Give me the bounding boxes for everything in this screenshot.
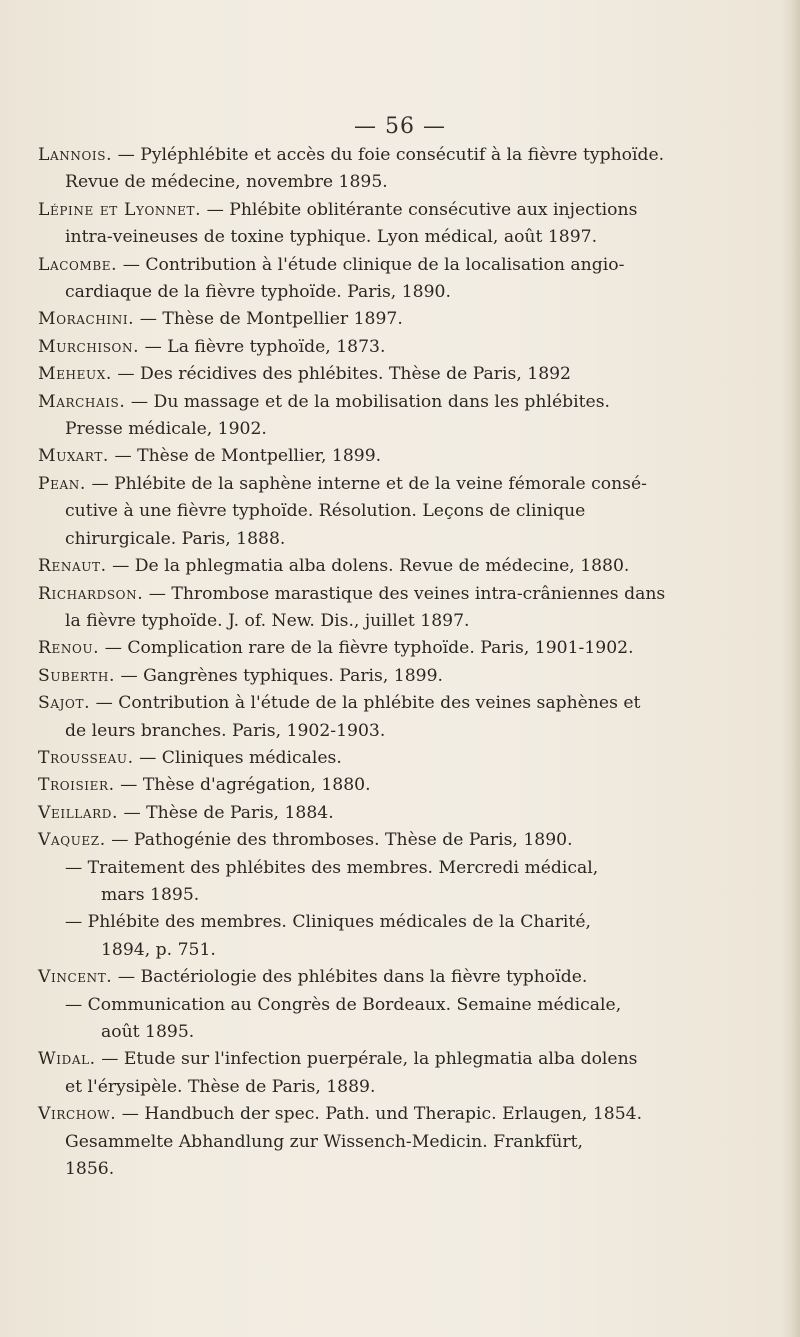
entry-line <box>38 389 778 416</box>
bibliography-entry <box>38 827 778 854</box>
entry-text: — Thèse de Paris, 1884. <box>123 802 334 823</box>
entry-author: Lacombe. <box>38 254 118 275</box>
entry-text: — Des récidives des phlébites. Thèse de Paris, 1892 <box>117 364 571 385</box>
entry-line <box>38 252 778 279</box>
entry-author: Renou. <box>38 638 100 659</box>
entry-line <box>38 1074 778 1101</box>
entry-line <box>38 498 778 525</box>
entry-author: Muxart. <box>38 446 109 467</box>
entry-author: Meheux. <box>38 364 112 385</box>
bibliography-entry <box>38 581 778 636</box>
entry-text: chirurgicale. Paris, 1888. <box>65 528 286 549</box>
entry-line <box>38 608 778 635</box>
entry-line <box>38 553 778 580</box>
bibliography-entry <box>38 443 778 470</box>
entry-line <box>38 1129 778 1156</box>
entry-text: Presse médicale, 1902. <box>65 419 267 440</box>
entry-author: Renaut. <box>38 556 107 577</box>
entry-text: Revue de médecine, novembre 1895. <box>65 172 388 193</box>
entry-line <box>38 279 778 306</box>
bibliography-entry <box>38 142 778 197</box>
entry-line <box>38 718 778 745</box>
entry-text: — Phlébite oblitérante consécutive aux injections <box>206 199 638 220</box>
entry-line <box>38 992 778 1019</box>
entry-text: — Complication rare de la fièvre typhoïde. Paris, 1901-1902. <box>104 638 634 659</box>
bibliography-entry <box>38 855 778 910</box>
entry-line <box>38 745 778 772</box>
entry-line <box>38 635 778 662</box>
entry-line <box>38 416 778 443</box>
entry-text: — Du massage et de la mobilisation dans les phlébites. <box>130 391 610 412</box>
entry-text: cutive à une fièvre typhoïde. Résolution. Leçons de clinique <box>65 501 586 522</box>
bibliography-entry <box>38 772 778 799</box>
entry-text: — Phlébite de la saphène interne et de la veine fémorale consé- <box>91 473 647 494</box>
entry-line <box>38 443 778 470</box>
entry-line <box>38 581 778 608</box>
entry-author: Sajot. <box>38 693 91 714</box>
entry-line <box>38 909 778 936</box>
entry-author: Lannois. <box>38 145 113 165</box>
entry-text: 1894, p. 751. <box>101 939 216 960</box>
entry-text: — Thèse de Montpellier, 1899. <box>114 446 382 467</box>
bibliography-entry <box>38 197 778 252</box>
entry-text: — Contribution à l'étude clinique de la localisation angio- <box>122 254 625 275</box>
entry-line <box>38 361 778 388</box>
bibliography-entry <box>38 800 778 827</box>
entry-author: Suberth. <box>38 665 116 686</box>
entry-author: Richardson. <box>38 583 144 604</box>
entry-line <box>38 855 778 882</box>
entry-line <box>38 334 778 361</box>
page-number: — 56 — <box>354 114 446 139</box>
bibliography-entry <box>38 635 778 662</box>
entry-text: 1856. <box>65 1159 115 1180</box>
entry-line <box>38 690 778 717</box>
entry-author: Vincent. <box>38 967 113 988</box>
entry-author: Vaquez. <box>38 830 106 851</box>
bibliography-entry <box>38 992 778 1047</box>
entry-text: mars 1895. <box>101 884 200 905</box>
entry-line <box>38 663 778 690</box>
entry-line <box>38 1156 778 1183</box>
entry-text: — Thèse d'agrégation, 1880. <box>120 775 371 796</box>
entry-text: — Thèse de Montpellier 1897. <box>139 309 403 330</box>
entry-text: — Gangrènes typhiques. Paris, 1899. <box>120 665 443 686</box>
bibliography-entry <box>38 553 778 580</box>
entry-line <box>38 306 778 333</box>
entry-line <box>38 937 778 964</box>
entry-text: — Bactériologie des phlébites dans la fièvre typhoïde. <box>117 967 588 988</box>
bibliography-entry <box>38 389 778 444</box>
entry-line <box>38 827 778 854</box>
entry-text: — Phlébite des membres. Cliniques médicales de la Charité, <box>65 912 591 933</box>
entry-text: — Cliniques médicales. <box>139 747 342 768</box>
bibliography-entry <box>38 334 778 361</box>
entry-line <box>38 800 778 827</box>
entry-line <box>38 882 778 909</box>
entry-text: — Pathogénie des thromboses. Thèse de Paris, 1890. <box>111 830 573 851</box>
bibliography-entry <box>38 1046 778 1101</box>
entry-author: Trousseau. <box>38 747 134 768</box>
entry-text: — Handbuch der spec. Path. und Therapic. Erlaugen, 1854. <box>121 1104 643 1125</box>
entry-line <box>38 1046 778 1073</box>
entry-line <box>38 526 778 553</box>
entry-text: août 1895. <box>101 1022 195 1042</box>
bibliography-entry <box>38 964 778 991</box>
entry-text: — De la phlegmatia alba dolens. Revue de médecine, 1880. <box>112 556 630 577</box>
entry-text: — Etude sur l'infection puerpérale, la phlegmatia alba dolens <box>101 1049 638 1070</box>
entry-text: — La fièvre typhoïde, 1873. <box>144 336 386 357</box>
entry-author: Lépine et Lyonnet. <box>38 199 202 220</box>
entry-line <box>38 197 778 224</box>
entry-line <box>38 964 778 991</box>
entry-author: Murchison. <box>38 336 140 357</box>
bibliography-entry <box>38 252 778 307</box>
bibliography-list <box>38 142 778 1183</box>
entry-text: cardiaque de la fièvre typhoïde. Paris, 1890. <box>65 282 451 303</box>
bibliography-entry <box>38 690 778 745</box>
entry-author: Pean. <box>38 473 86 494</box>
entry-text: — Contribution à l'étude de la phlébite des veines saphènes et <box>95 693 641 714</box>
entry-line <box>38 224 778 251</box>
entry-author: Widal. <box>38 1049 96 1070</box>
bibliography-entry <box>38 1101 778 1183</box>
bibliography-entry <box>38 909 778 964</box>
entry-text: et l'érysipèle. Thèse de Paris, 1889. <box>65 1076 376 1097</box>
entry-author: Morachini. <box>38 309 135 330</box>
entry-text: Gesammelte Abhandlung zur Wissench-Medicin. Frankfürt, <box>65 1131 584 1152</box>
entry-author: Troisier. <box>38 775 115 796</box>
entry-line <box>38 471 778 498</box>
entry-line <box>38 169 778 196</box>
entry-line <box>38 142 778 169</box>
bibliography-entry <box>38 471 778 553</box>
entry-text: — Thrombose marastique des veines intra-crâniennes dans <box>148 583 666 604</box>
bibliography-entry <box>38 745 778 772</box>
bibliography-entry <box>38 361 778 388</box>
bibliography-entry <box>38 306 778 333</box>
entry-text: — Pyléphlébite et accès du foie consécutif à la fièvre typhoïde. <box>117 145 665 165</box>
entry-author: Marchais. <box>38 391 126 412</box>
entry-text: — Traitement des phlébites des membres. Mercredi médical, <box>65 857 599 878</box>
entry-text: la fièvre typhoïde. J. of. New. Dis., juillet 1897. <box>65 610 470 631</box>
entry-text: de leurs branches. Paris, 1902-1903. <box>65 720 386 741</box>
entry-author: Virchow. <box>38 1104 117 1125</box>
entry-line <box>38 772 778 799</box>
entry-line <box>38 1101 778 1128</box>
entry-text: intra-veineuses de toxine typhique. Lyon médical, août 1897. <box>65 227 598 248</box>
bibliography-entry <box>38 663 778 690</box>
page-edge-shadow <box>782 0 800 1337</box>
entry-line <box>38 1019 778 1046</box>
entry-author: Veillard. <box>38 802 119 823</box>
entry-text: — Communication au Congrès de Bordeaux. Semaine médicale, <box>65 994 622 1015</box>
